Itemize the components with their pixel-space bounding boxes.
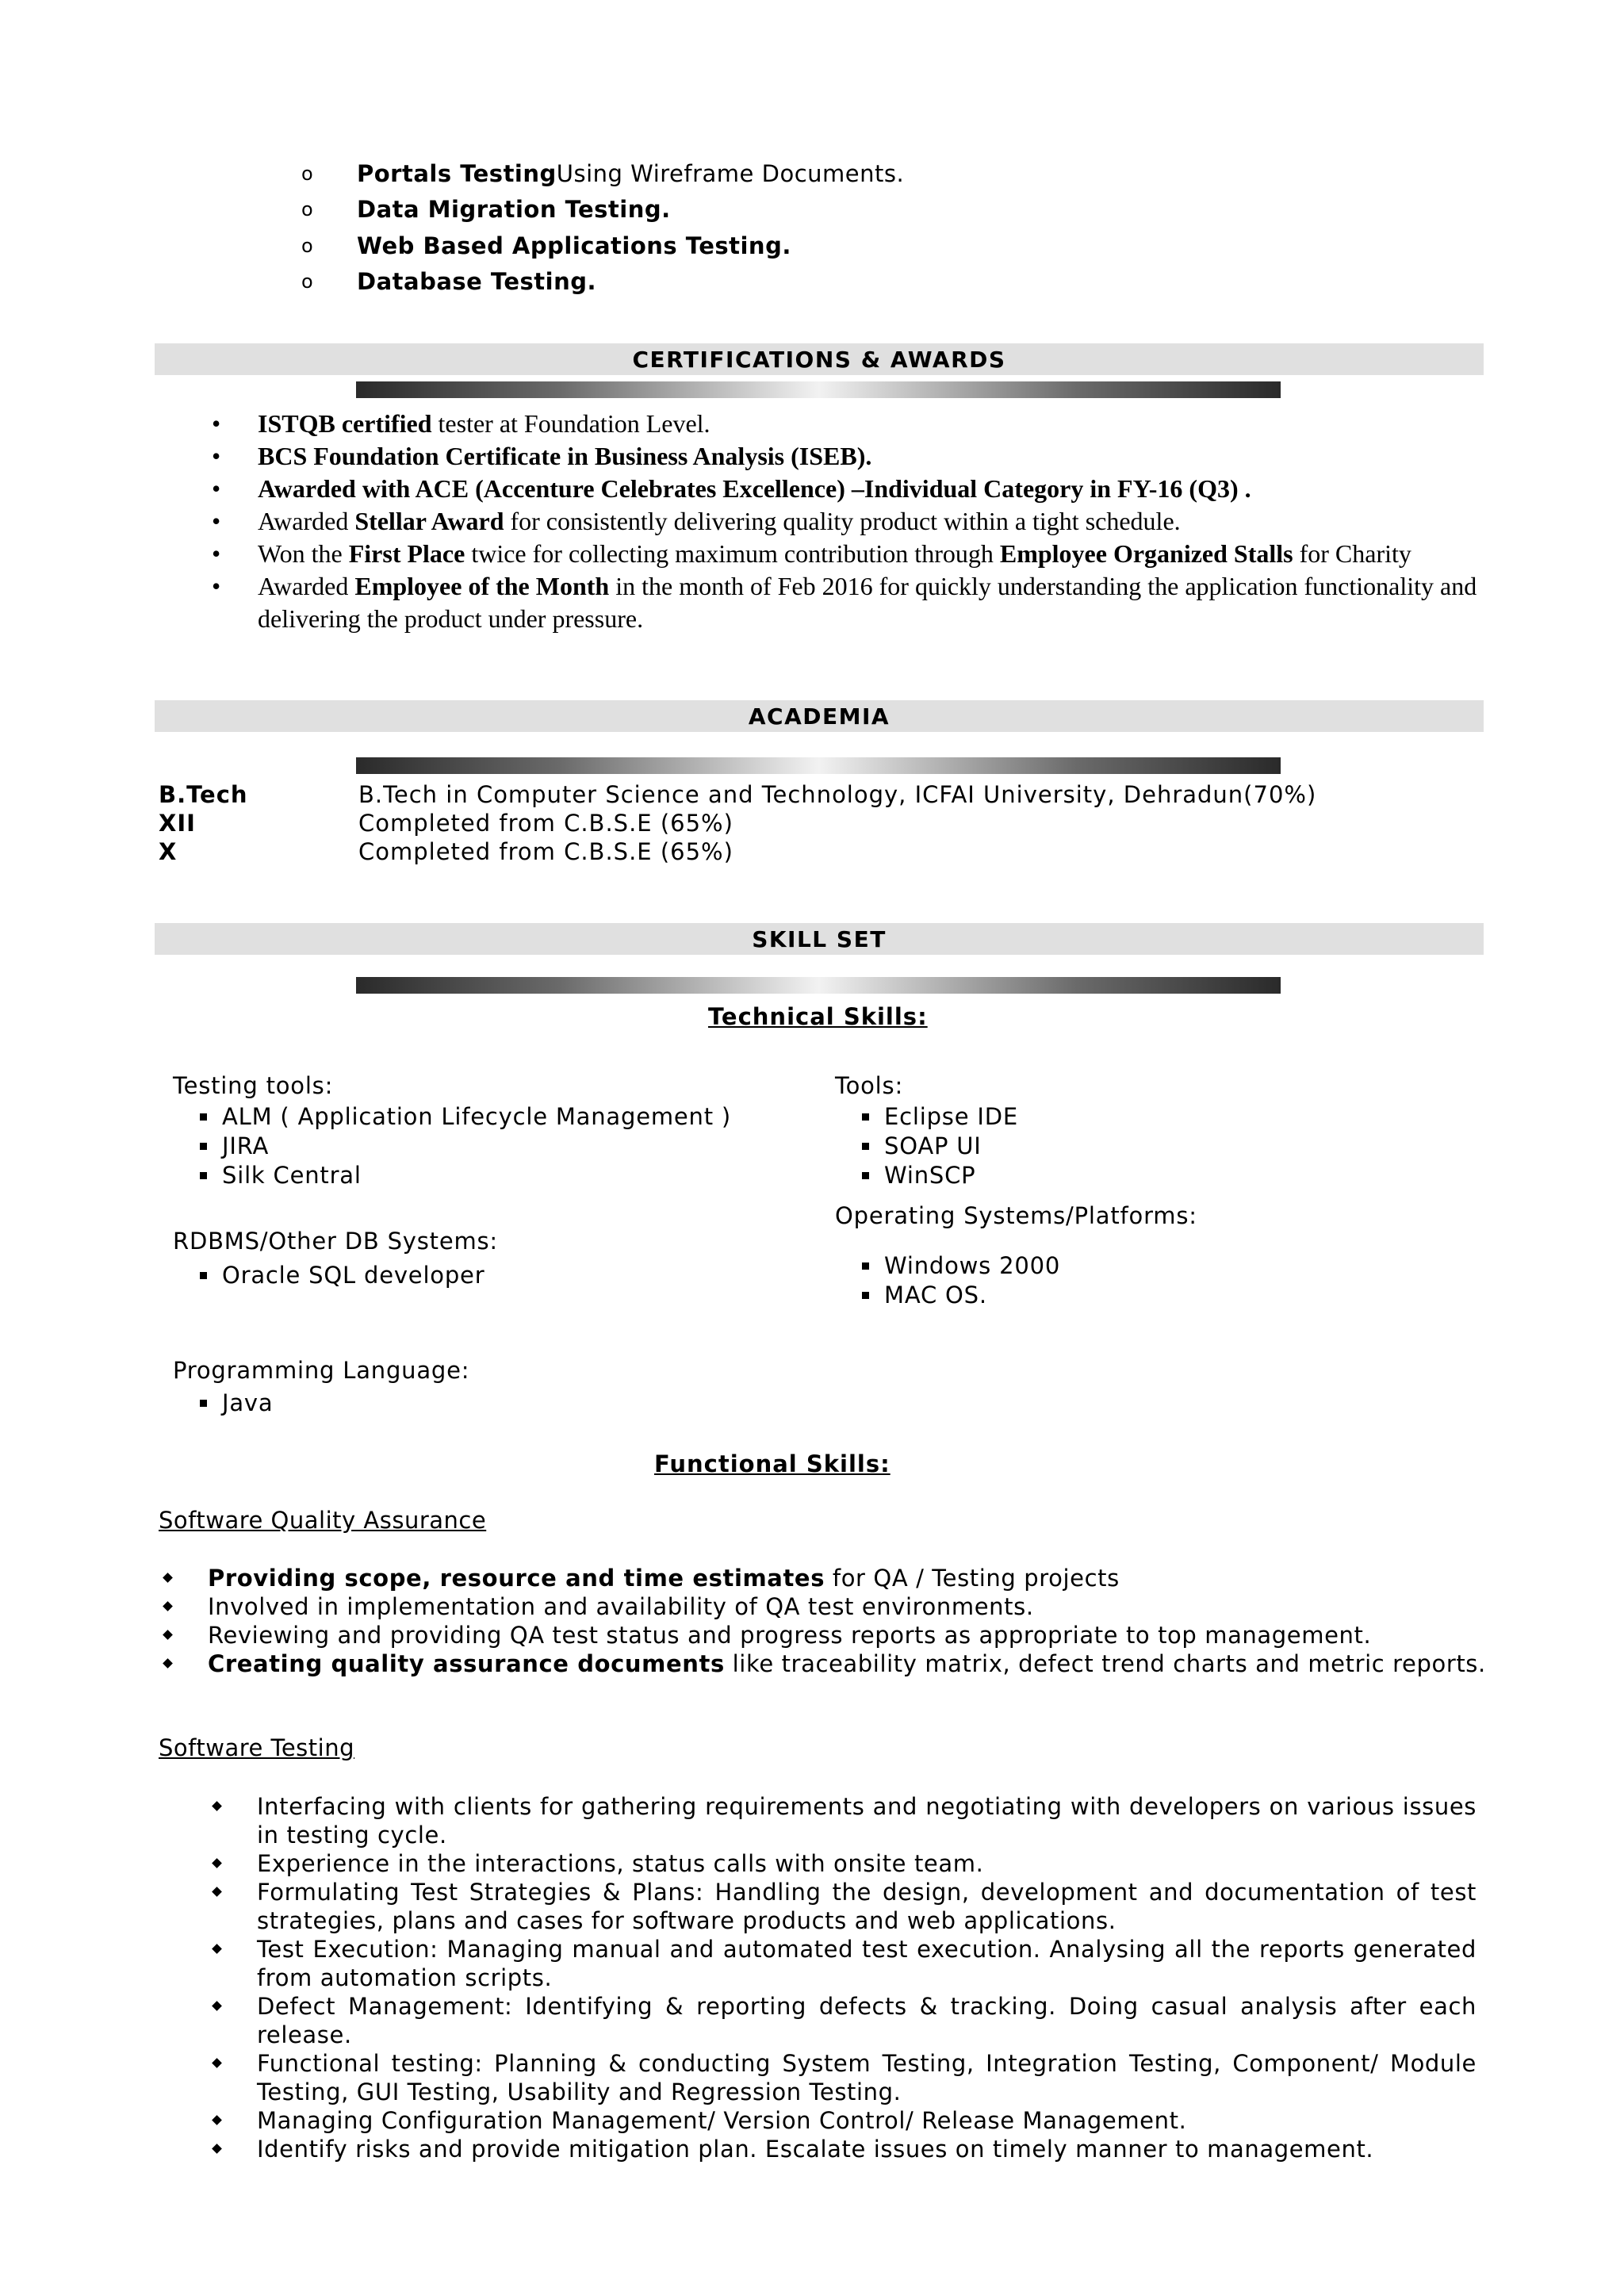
os-group	[835, 1202, 1197, 1310]
list-item: Managing Configuration Management/ Version Control/ Release Management.	[208, 2106, 1477, 2135]
tools-label: Tools:	[835, 1072, 904, 1099]
list-item: MAC OS.	[835, 1281, 1197, 1310]
list-item: Involved in implementation and availability of QA test environments.	[159, 1592, 1507, 1621]
os-label: Operating Systems/Platforms:	[835, 1202, 1197, 1229]
list-item: WinSCP	[835, 1161, 1018, 1190]
technical-skills-heading: Technical Skills:	[708, 1003, 928, 1030]
list-item: Formulating Test Strategies & Plans: Handling the design, development and documentation of test strategies, plans and cases for software products and web applications.	[208, 1878, 1477, 1935]
programming-label: Programming Language:	[173, 1357, 470, 1384]
testing-tools-label: Testing tools:	[173, 1072, 334, 1099]
list-item: Eclipse IDE	[835, 1102, 1018, 1132]
sqa-label: Software Quality Assurance	[159, 1507, 487, 1534]
testing-tools-group	[173, 1072, 731, 1190]
list-item: Silk Central	[173, 1161, 731, 1190]
list-item: Identify risks and provide mitigation plan. Escalate issues on timely manner to management.	[208, 2135, 1477, 2163]
list-item: ALM ( Application Lifecycle Management )	[173, 1102, 731, 1132]
list-item: o Database Testing.	[301, 268, 597, 296]
list-item: o Data Migration Testing.	[301, 196, 671, 224]
programming-group	[173, 1357, 469, 1418]
list-item: Providing scope, resource and time estimates for QA / Testing projects	[159, 1564, 1507, 1592]
section-divider	[356, 381, 1281, 398]
software-testing-list	[208, 1792, 1477, 2163]
section-title-skill-set: SKILL SET	[155, 923, 1484, 955]
section-title-certifications: CERTIFICATIONS & AWARDS	[155, 343, 1484, 375]
list-item: Windows 2000	[835, 1251, 1197, 1281]
software-testing-label: Software Testing	[159, 1734, 355, 1761]
certifications-list	[210, 408, 1479, 635]
list-item: • Won the First Place twice for collecting maximum contribution through Employee Organized Stalls for Charity	[210, 538, 1479, 570]
list-item: Reviewing and providing QA test status and progress reports as appropriate to top management.	[159, 1621, 1507, 1649]
list-item: SOAP UI	[835, 1132, 1018, 1161]
list-item: • Awarded Stellar Award for consistently delivering quality product within a tight schedule.	[210, 505, 1479, 538]
list-item: Experience in the interactions, status calls with onsite team.	[208, 1849, 1477, 1878]
sqa-list	[159, 1564, 1507, 1678]
list-item: Test Execution: Managing manual and automated test execution. Analysing all the reports generated from automation scripts.	[208, 1935, 1477, 1992]
list-item: Java	[173, 1389, 469, 1418]
functional-skills-heading: Functional Skills:	[654, 1450, 891, 1477]
list-item: Interfacing with clients for gathering requirements and negotiating with developers on various issues in testing cycle.	[208, 1792, 1477, 1849]
list-item: • Awarded Employee of the Month in the month of Feb 2016 for quickly understanding the application functionality and delivering the product under pressure.	[210, 570, 1479, 635]
list-item: • ISTQB certified tester at Foundation Level.	[210, 408, 1479, 440]
rdbms-group	[173, 1228, 498, 1290]
tools-group	[835, 1072, 1018, 1190]
section-divider	[356, 977, 1281, 994]
list-item: o Portals Testing Using Wireframe Documents.	[301, 159, 905, 187]
section-divider	[356, 757, 1281, 774]
list-item: JIRA	[173, 1132, 731, 1161]
list-item: Functional testing: Planning & conducting System Testing, Integration Testing, Component/ Module Testing, GUI Testing, Usability and Regression Testing.	[208, 2049, 1477, 2106]
list-item: Oracle SQL developer	[173, 1261, 498, 1290]
list-item: o Web Based Applications Testing.	[301, 232, 791, 259]
list-item: Creating quality assurance documents like traceability matrix, defect trend charts and metric reports.	[159, 1649, 1507, 1678]
list-item: Defect Management: Identifying & reporting defects & tracking. Doing casual analysis after each release.	[208, 1992, 1477, 2049]
top-list	[301, 155, 904, 300]
list-item: • Awarded with ACE (Accenture Celebrates Excellence) –Individual Category in FY-16 (Q3) .	[210, 473, 1479, 505]
list-item: • BCS Foundation Certificate in Business Analysis (ISEB).	[210, 440, 1479, 473]
section-title-academia: ACADEMIA	[155, 700, 1484, 732]
rdbms-label: RDBMS/Other DB Systems:	[173, 1228, 498, 1255]
